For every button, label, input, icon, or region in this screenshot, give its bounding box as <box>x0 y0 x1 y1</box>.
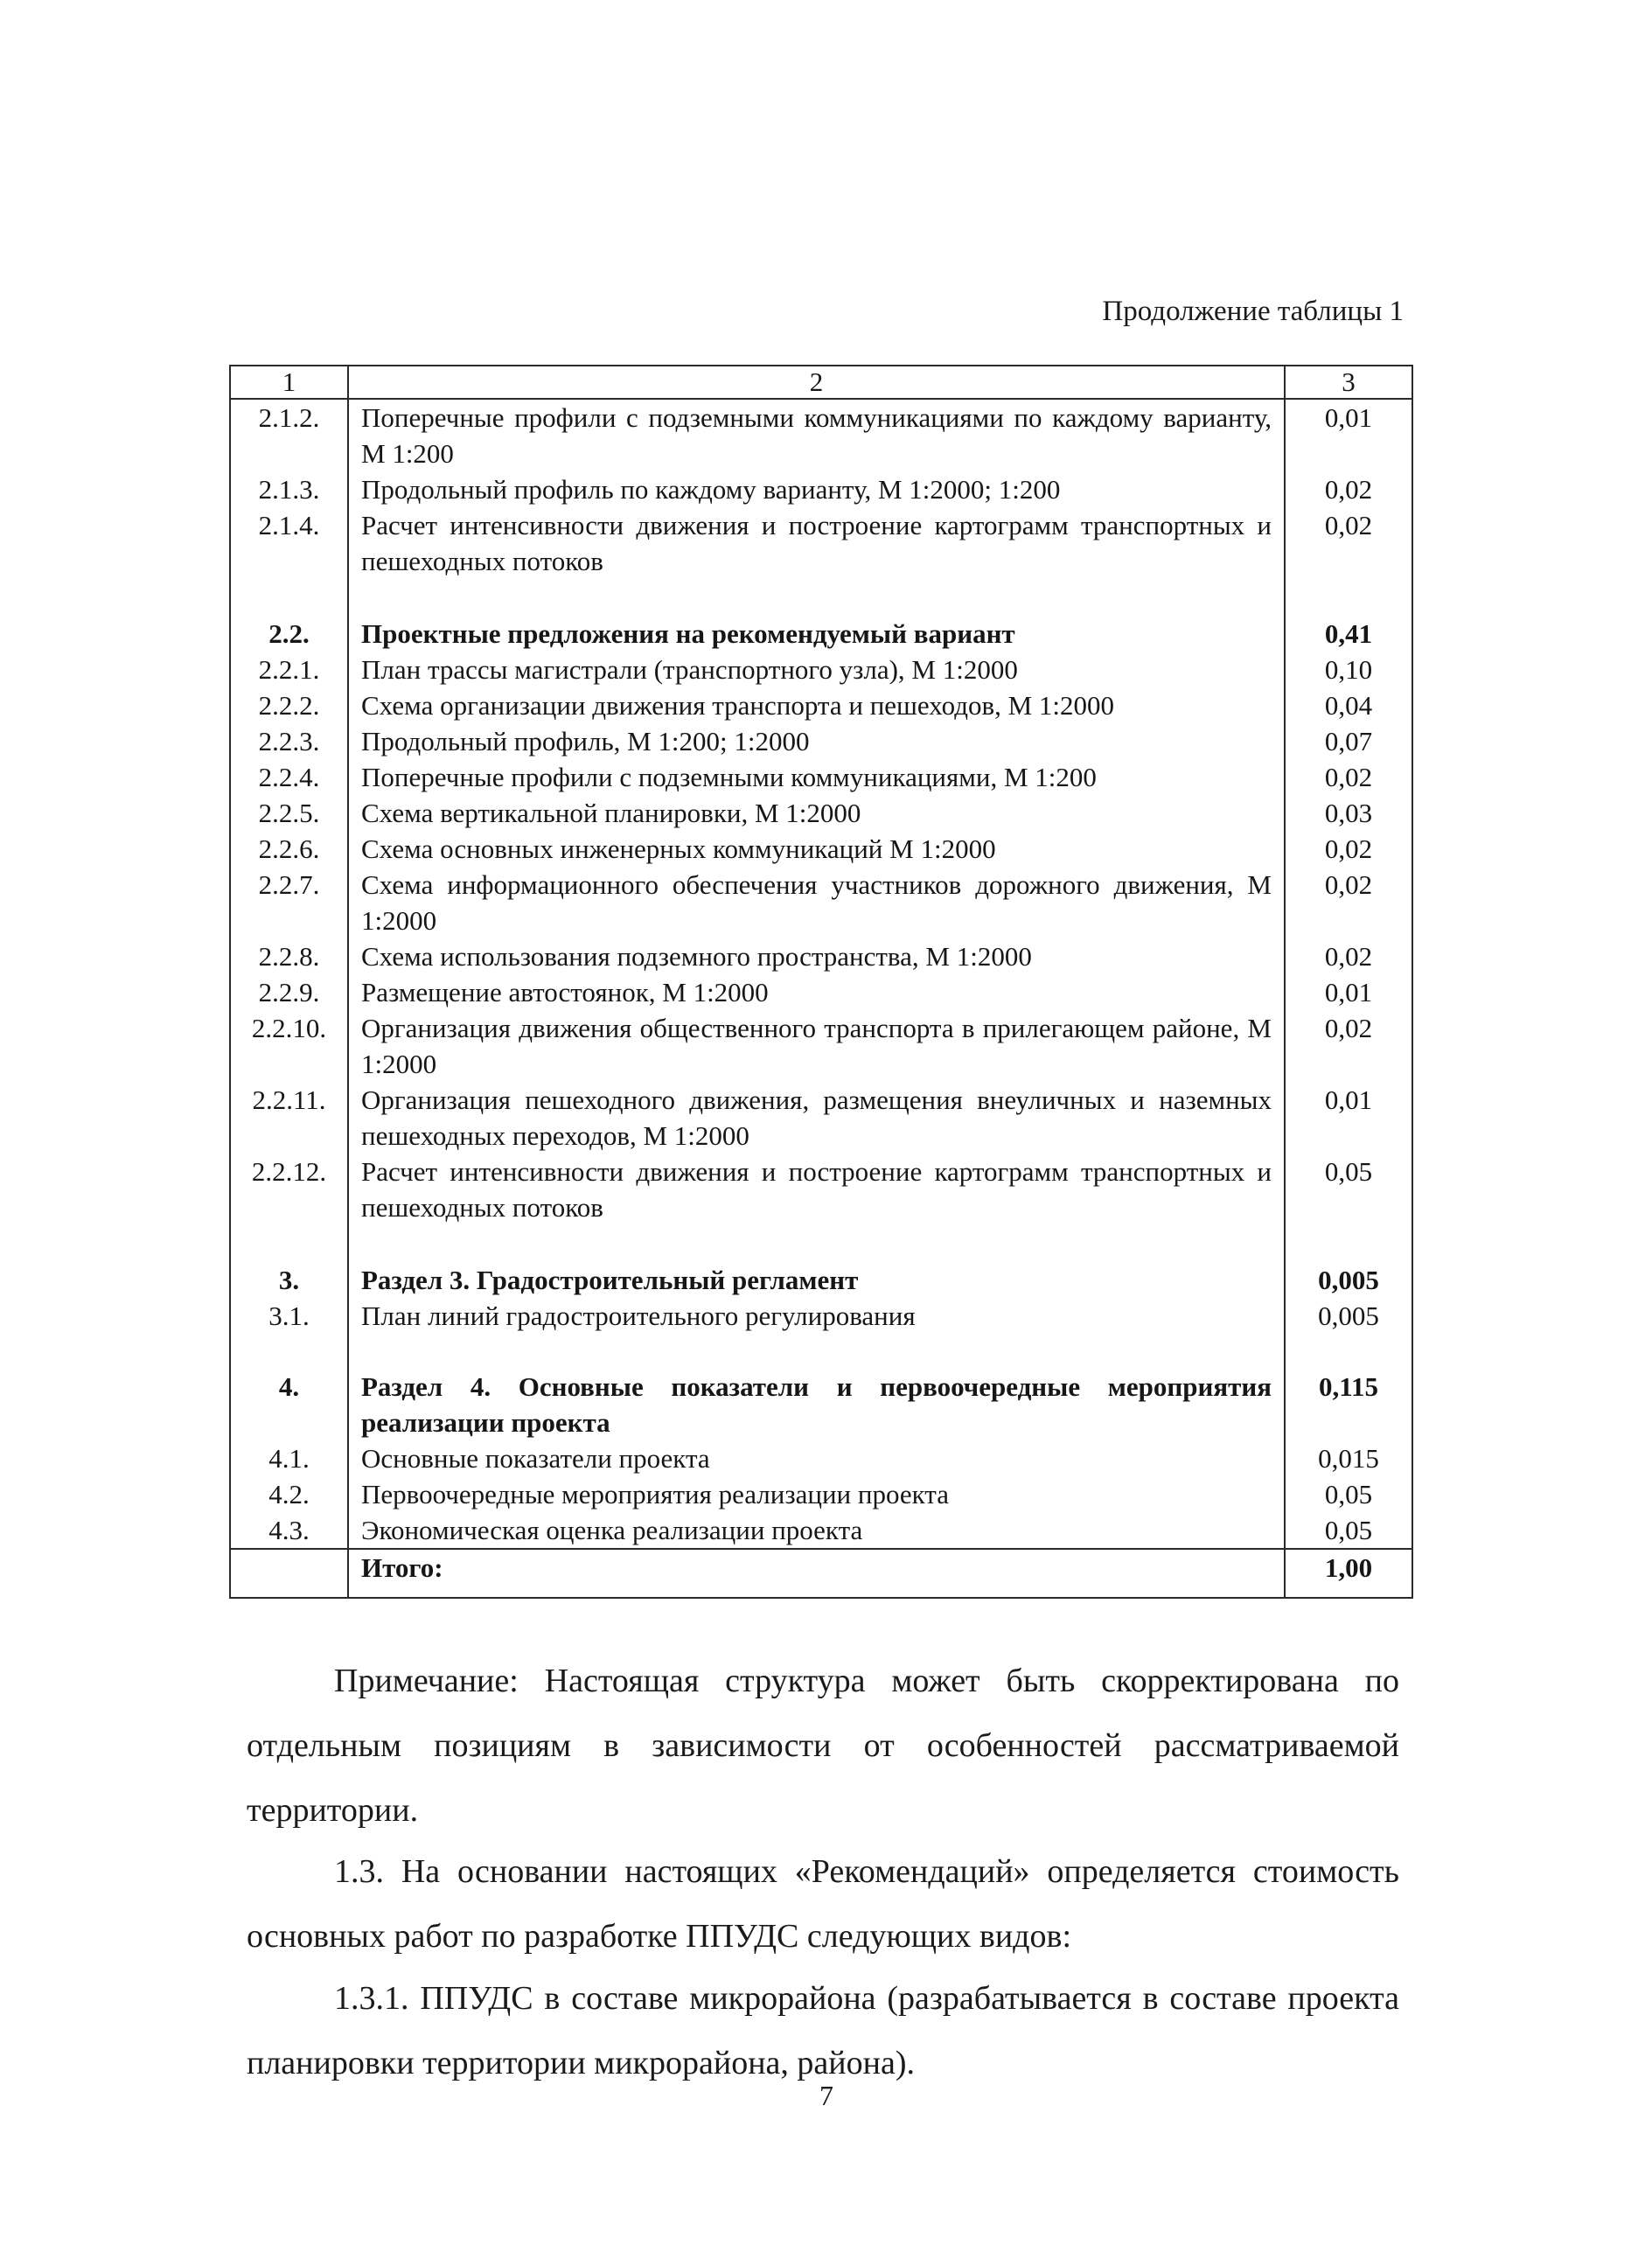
row-value: 0,02 <box>1285 831 1412 867</box>
row-value: 0,005 <box>1285 1298 1412 1334</box>
table-row <box>230 795 1412 831</box>
header-cell-3: 3 <box>1285 366 1412 399</box>
total-number-cell <box>230 1549 348 1598</box>
row-value: 0,10 <box>1285 652 1412 687</box>
row-value: 0,05 <box>1285 1476 1412 1512</box>
page-number: 7 <box>819 2080 833 2111</box>
row-description: План трассы магистрали (транспортного узла), М 1:2000 <box>348 652 1285 687</box>
row-value: 0,01 <box>1285 1082 1412 1154</box>
row-number: 4.1. <box>230 1440 348 1476</box>
table-row <box>230 1512 1412 1549</box>
table-row <box>230 1476 1412 1512</box>
cost-structure-table <box>229 365 1413 1599</box>
table-row <box>230 759 1412 795</box>
row-number: 3.1. <box>230 1298 348 1334</box>
table-row <box>230 507 1412 579</box>
row-value: 0,05 <box>1285 1512 1412 1549</box>
row-number: 2.2.4. <box>230 759 348 795</box>
paragraph-1-3 <box>247 1839 1399 1969</box>
row-value: 0,02 <box>1285 759 1412 795</box>
table-spacer-row <box>230 1225 1412 1262</box>
table-section-row <box>230 1262 1412 1298</box>
row-description: Раздел 4. Основные показатели и первоочередные мероприятия реализации проекта <box>348 1369 1285 1440</box>
row-number: 2.2.7. <box>230 867 348 938</box>
row-description: Размещение автостоянок, М 1:2000 <box>348 974 1285 1010</box>
table-row <box>230 831 1412 867</box>
row-description: Поперечные профили с подземными коммуникациями по каждому варианту, М 1:200 <box>348 399 1285 471</box>
row-number: 4.2. <box>230 1476 348 1512</box>
row-value: 0,005 <box>1285 1262 1412 1298</box>
table-row <box>230 867 1412 938</box>
table-row <box>230 1154 1412 1225</box>
row-description: План линий градостроительного регулирования <box>348 1298 1285 1334</box>
table-row <box>230 1440 1412 1476</box>
header-cell-2: 2 <box>348 366 1285 399</box>
table-row <box>230 974 1412 1010</box>
table-total-row <box>230 1549 1412 1598</box>
row-number: 2.2. <box>230 616 348 652</box>
row-description: Схема основных инженерных коммуникаций М 1:2000 <box>348 831 1285 867</box>
row-description: Организация движения общественного транспорта в прилегающем районе, М 1:2000 <box>348 1010 1285 1082</box>
paragraph-1-3-1 <box>247 1966 1399 2095</box>
table-row <box>230 652 1412 687</box>
table-row <box>230 1082 1412 1154</box>
row-number: 2.2.8. <box>230 938 348 974</box>
note-paragraph <box>247 1649 1399 1843</box>
row-number: 4. <box>230 1369 348 1440</box>
row-number: 2.2.2. <box>230 687 348 723</box>
row-description: Основные показатели проекта <box>348 1440 1285 1476</box>
row-value: 0,04 <box>1285 687 1412 723</box>
paragraph-1-3-text: 1.3. На основании настоящих «Рекомендаций» определяется стоимость основных работ по разработке ППУДС следующих видов: <box>247 1853 1399 1955</box>
row-number: 2.2.10. <box>230 1010 348 1082</box>
table-spacer-row <box>230 1334 1412 1369</box>
table-row <box>230 723 1412 759</box>
table-row <box>230 471 1412 507</box>
row-number: 4.3. <box>230 1512 348 1549</box>
row-value: 0,41 <box>1285 616 1412 652</box>
total-value: 1,00 <box>1285 1549 1412 1598</box>
row-value: 0,01 <box>1285 974 1412 1010</box>
row-description: Расчет интенсивности движения и построение картограмм транспортных и пешеходных потоков <box>348 507 1285 579</box>
row-value: 0,02 <box>1285 471 1412 507</box>
row-description: Расчет интенсивности движения и построение картограмм транспортных и пешеходных потоков <box>348 1154 1285 1225</box>
table-row <box>230 687 1412 723</box>
table-section-row <box>230 1369 1412 1440</box>
row-value: 0,05 <box>1285 1154 1412 1225</box>
row-description: Продольный профиль по каждому варианту, М 1:2000; 1:200 <box>348 471 1285 507</box>
row-description: Первоочередные мероприятия реализации проекта <box>348 1476 1285 1512</box>
table-section-row <box>230 616 1412 652</box>
table-spacer-row <box>230 579 1412 616</box>
note-text: Примечание: Настоящая структура может быть скорректирована по отдельным позициям в зависимости от особенностей рассматриваемой территории. <box>247 1663 1399 1829</box>
row-description: Поперечные профили с подземными коммуникациями, М 1:200 <box>348 759 1285 795</box>
row-number: 2.2.1. <box>230 652 348 687</box>
table-row <box>230 1010 1412 1082</box>
row-value: 0,015 <box>1285 1440 1412 1476</box>
row-number: 2.2.9. <box>230 974 348 1010</box>
row-description: Схема использования подземного пространства, М 1:2000 <box>348 938 1285 974</box>
row-value: 0,02 <box>1285 938 1412 974</box>
table-continuation-caption: Продолжение таблицы 1 <box>1102 296 1404 327</box>
row-value: 0,02 <box>1285 507 1412 579</box>
row-number: 2.2.6. <box>230 831 348 867</box>
table-row <box>230 399 1412 471</box>
row-number: 2.2.3. <box>230 723 348 759</box>
row-description: Схема информационного обеспечения участников дорожного движения, М 1:2000 <box>348 867 1285 938</box>
table-row <box>230 938 1412 974</box>
row-value: 0,02 <box>1285 1010 1412 1082</box>
row-number: 2.1.4. <box>230 507 348 579</box>
row-number: 3. <box>230 1262 348 1298</box>
row-value: 0,03 <box>1285 795 1412 831</box>
row-description: Раздел 3. Градостроительный регламент <box>348 1262 1285 1298</box>
row-number: 2.2.11. <box>230 1082 348 1154</box>
row-value: 0,02 <box>1285 867 1412 938</box>
row-description: Схема вертикальной планировки, М 1:2000 <box>348 795 1285 831</box>
row-description: Экономическая оценка реализации проекта <box>348 1512 1285 1549</box>
row-value: 0,01 <box>1285 399 1412 471</box>
total-label: Итого: <box>348 1549 1285 1598</box>
row-number: 2.1.3. <box>230 471 348 507</box>
row-value: 0,115 <box>1285 1369 1412 1440</box>
row-description: Схема организации движения транспорта и пешеходов, М 1:2000 <box>348 687 1285 723</box>
row-description: Проектные предложения на рекомендуемый вариант <box>348 616 1285 652</box>
row-description: Организация пешеходного движения, размещения внеуличных и наземных пешеходных переходов, М 1:2000 <box>348 1082 1285 1154</box>
row-number: 2.1.2. <box>230 399 348 471</box>
table-row <box>230 1298 1412 1334</box>
row-value: 0,07 <box>1285 723 1412 759</box>
row-number: 2.2.5. <box>230 795 348 831</box>
row-number: 2.2.12. <box>230 1154 348 1225</box>
table-header-row <box>230 366 1412 399</box>
header-cell-1: 1 <box>230 366 348 399</box>
row-description: Продольный профиль, М 1:200; 1:2000 <box>348 723 1285 759</box>
paragraph-1-3-1-text: 1.3.1. ППУДС в составе микрорайона (разрабатывается в составе проекта планировки территории микрорайона, района). <box>247 1980 1399 2081</box>
